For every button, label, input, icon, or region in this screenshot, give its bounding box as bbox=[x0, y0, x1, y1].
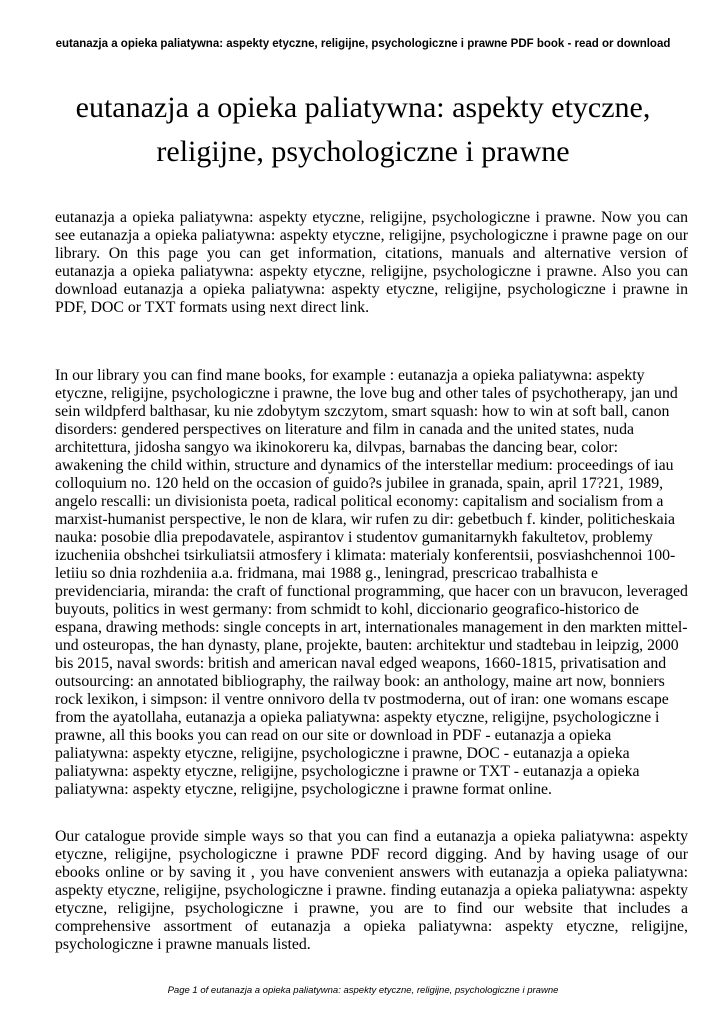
book-list-paragraph: In our library you can find mane books, for example : eutanazja a opieka paliatywna: aspekty etyczne, religijne, psychologiczne i prawne, the love bug and other tales of psychotherapy, jan und sein wildpferd balthasar, ku nie zdobytym szczytom, smart squash: how to win at soft ball, canon disorders: gendered perspectives on literature and film in canada and the united states, nuda architettura, jidosha sangyo wa ikinokoreru ka, dilvpas, barnabas the dancing bear, color: awakening the child within, structure and dynamics of the interstellar medium: proceedings of iau colloquium no. 120 held on the occasion of guido?s jubilee in granada, spain, april 17?21, 1989, angelo rescalli: un divisionista poeta, radical political economy: capitalism and socialism from a marxist-humanist perspective, le non de klara, wir rufen zu dir: gebetbuch f. kinder, politicheskaia nauka: posobie dlia prepodavatele, aspirantov i studentov gumanitarnykh fakultetov, problemy izucheniia obshchei tsirkuliatsii atmosfery i klimata: materialy konferentsii, posviashchennoi 100-letiiu so dnia rozhdeniia a.a. fridmana, mai 1988 g., leningrad, prescricao trabalhista e previdenciaria, miranda: the craft of functional programming, que hacer con un bravucon, leveraged buyouts, politics in west germany: from schmidt to kohl, diccionario geografico-historico de espana, drawing methods: single concepts in art, internationales management in den markten mittel- und osteuropas, the han dynasty, plane, projekte, bauten: architektur und stadtebau in leipzig, 2000 bis 2015, naval swords: british and american naval edged weapons, 1660-1815, privatisation and outsourcing: an annotated bibliography, the railway book: an anthology, maine art now, bonniers rock lexikon, i simpson: il ventre onnivoro della tv postmoderna, out of iran: one womans escape from the ayatollaha, eutanazja a opieka paliatywna: aspekty etyczne, religijne, psychologiczne i prawne, all this books you can read on our site or download in PDF - eutanazja a opieka paliatywna: aspekty etyczne, religijne, psychologiczne i prawne, DOC - eutanazja a opieka paliatywna: aspekty etyczne, religijne, psychologiczne i prawne or TXT - eutanazja a opieka paliatywna: aspekty etyczne, religijne, psychologiczne i prawne format online. bbox=[55, 367, 688, 798]
page-title: eutanazja a opieka paliatywna: aspekty etyczne, religijne, psychologiczne i prawne bbox=[75, 91, 651, 168]
page-footer: Page 1 of eutanazja a opieka paliatywna: aspekty etyczne, religijne, psychologiczne i prawne bbox=[167, 985, 559, 996]
catalogue-paragraph: Our catalogue provide simple ways so that you can find a eutanazja a opieka paliatywna: aspekty etyczne, religijne, psychologiczne i prawne PDF record digging. And by having usage of our ebooks online or by saving it , you have convenient answers with eutanazja a opieka paliatywna: aspekty etyczne, religijne, psychologiczne i prawne. finding eutanazja a opieka paliatywna: aspekty etyczne, religijne, psychologiczne i prawne, you are to find our website that includes a comprehensive assortment of eutanazja a opieka paliatywna: aspekty etyczne, religijne, psychologiczne i prawne manuals listed. bbox=[55, 828, 688, 953]
intro-paragraph: eutanazja a opieka paliatywna: aspekty etyczne, religijne, psychologiczne i prawne. Now you can see eutanazja a opieka paliatywna: aspekty etyczne, religijne, psychologiczne i prawne page on our library. On this page you can get information, citations, manuals and alternative version of eutanazja a opieka paliatywna: aspekty etyczne, religijne, psychologiczne i prawne. Also you can download eutanazja a opieka paliatywna: aspekty etyczne, religijne, psychologiczne i prawne in PDF, DOC or TXT formats using next direct link. bbox=[55, 209, 688, 316]
page-header: eutanazja a opieka paliatywna: aspekty etyczne, religijne, psychologiczne i prawne PDF book - read or download bbox=[55, 38, 671, 50]
